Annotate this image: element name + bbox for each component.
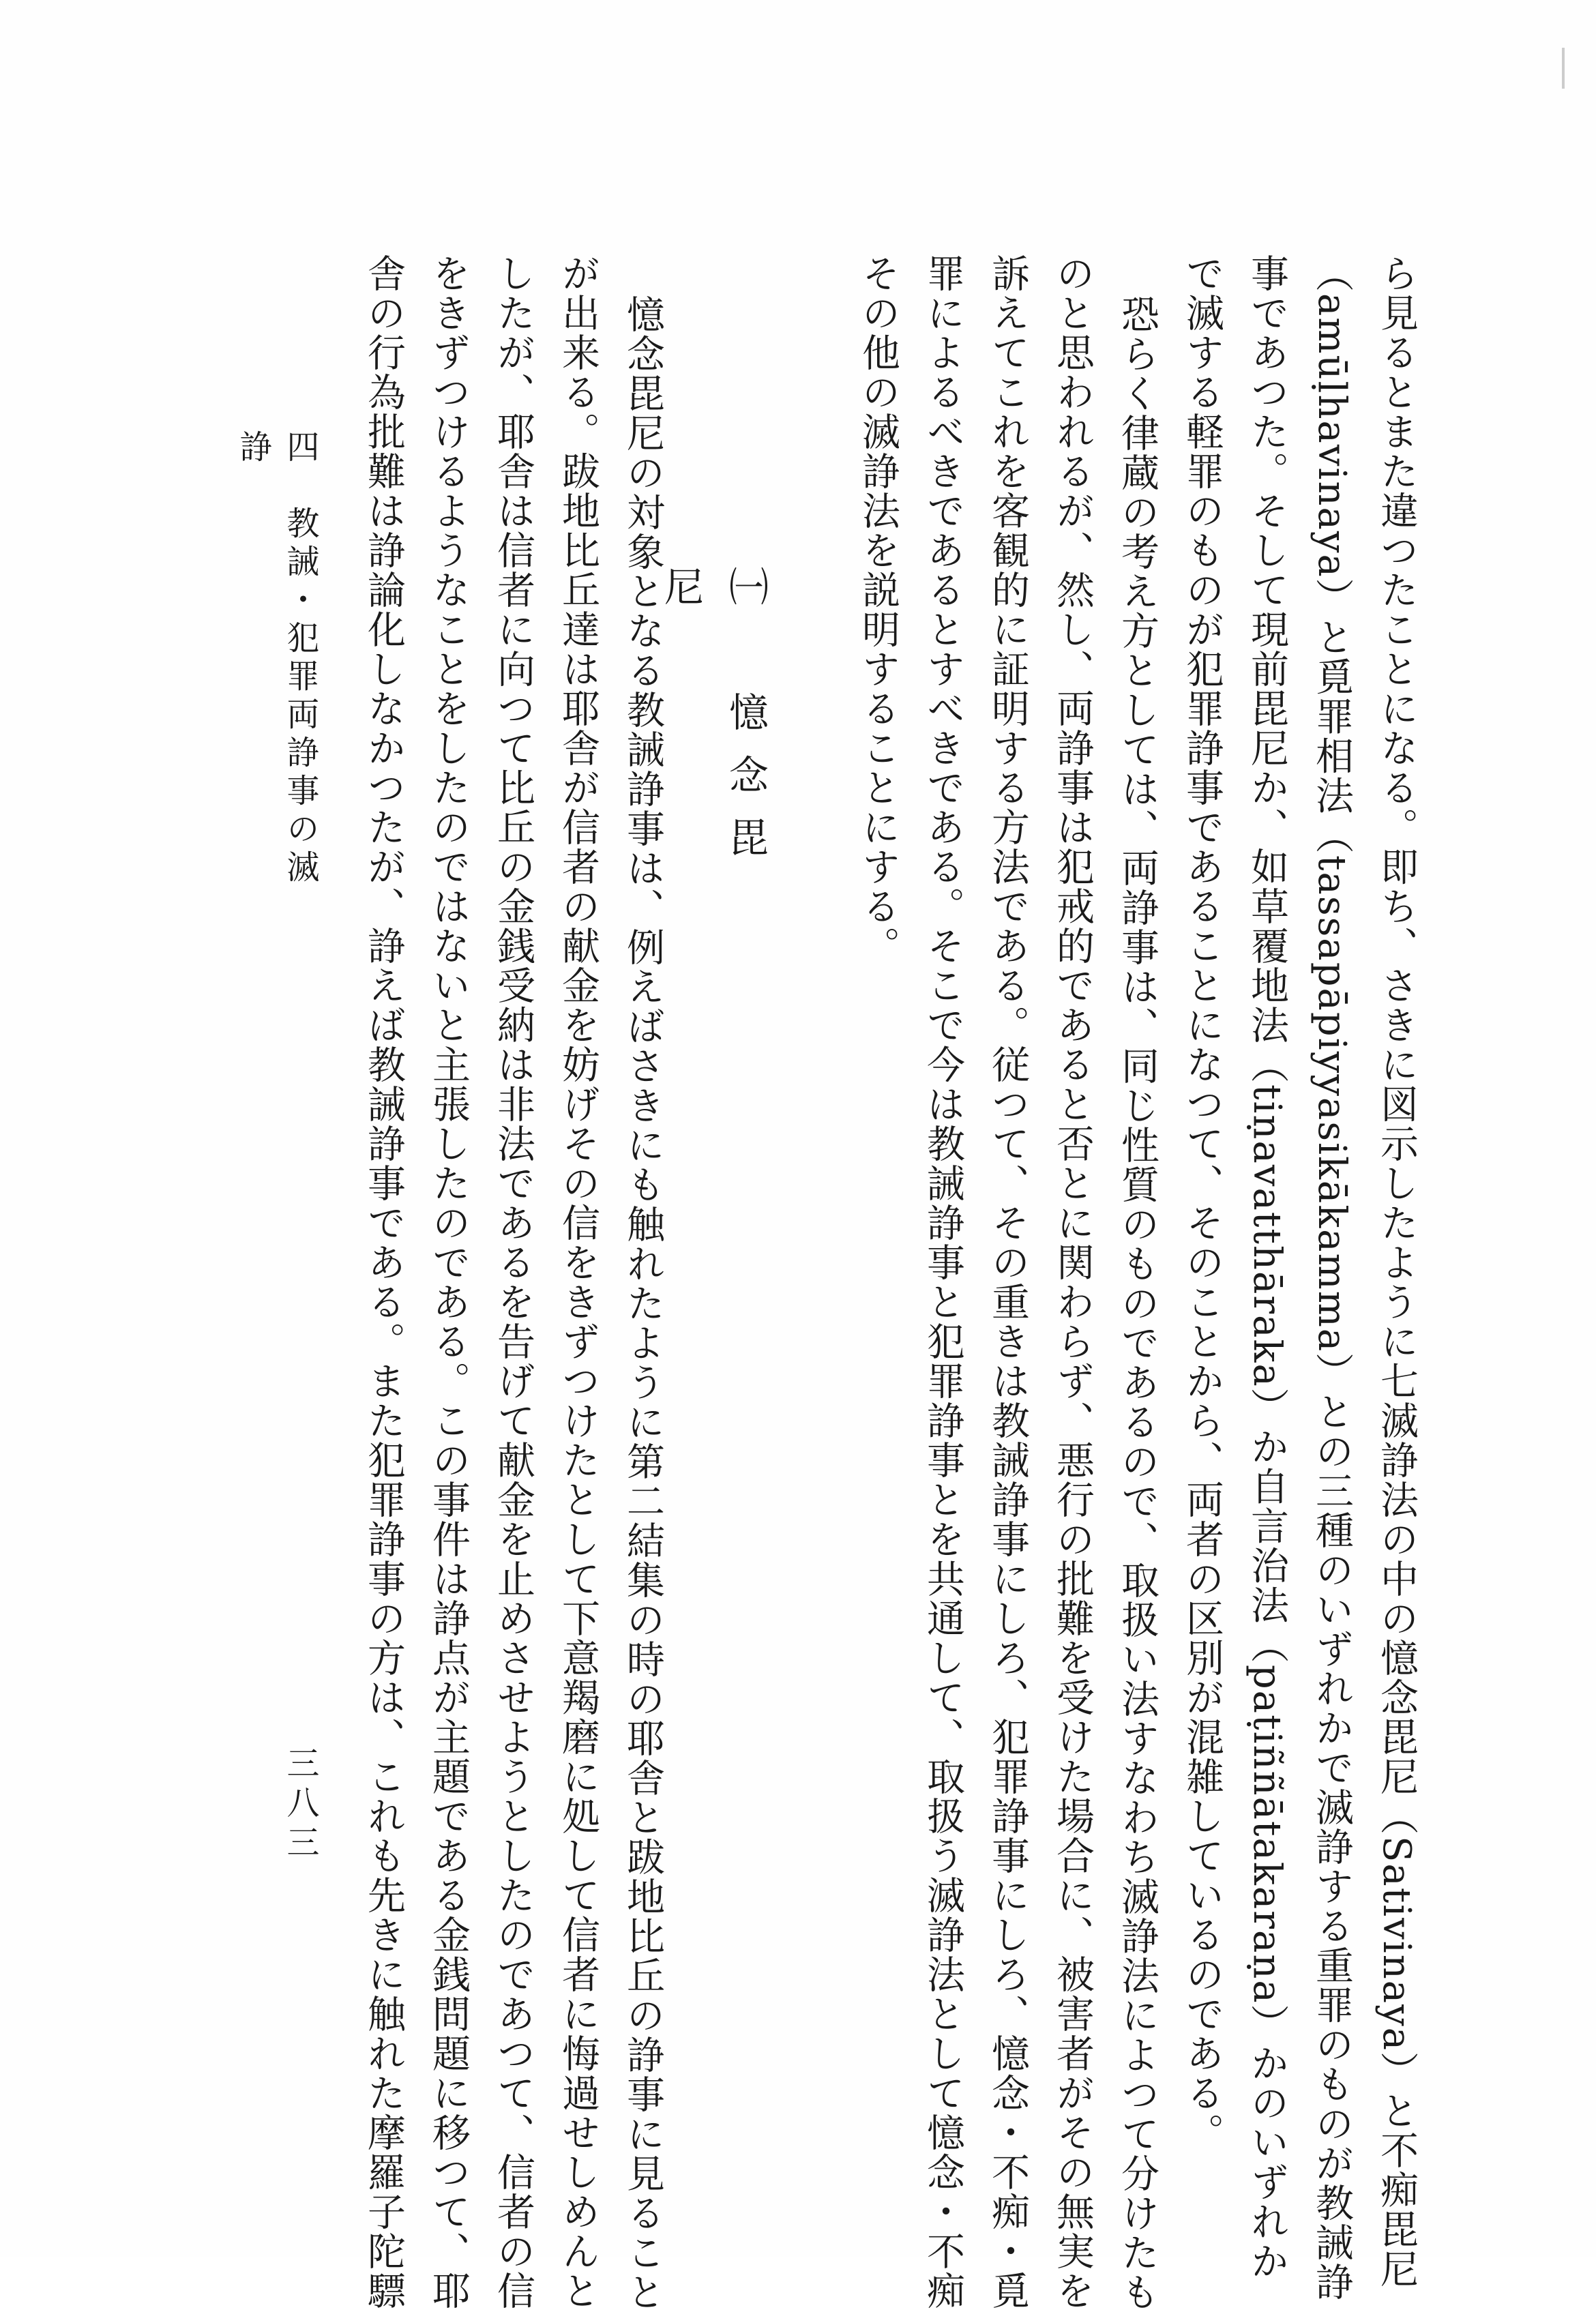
text-line: 訴えてこれを客観的に証明する方法である。従つて、その重きは教誡諍事にしろ、犯罪諍事にしろ、憶念・不痴・覓 [986, 254, 1030, 2311]
page-number: 三八三 [281, 1746, 319, 1865]
section-heading: ㈠ 憶念毘尼 [657, 566, 769, 880]
text-line: のと思われるが、然し、両諍事は犯戒的であると否とに関わらず、悪行の批難を受けた場合に、被害者がその無実を [1050, 254, 1095, 2311]
text-line: したが、耶舎は信者に向つて比丘の金銭受納は非法であるを告げて献金を止めさせようとしたのであつて、信者の信 [491, 254, 535, 2311]
text-block-top [829, 254, 1429, 2312]
text-line: （amūḷhavinaya）と覓罪相法（tassapāpiyyasikākamma）との三種のいずれかで滅諍する重罪のものが教誡諍 [1310, 254, 1354, 2302]
text-line: 憶念毘尼の対象となる教誡諍事は、例えばさきにも触れたように第二結集の時の耶舎と跋地比丘の諍事に見ること [621, 295, 665, 2312]
text-line: 恐らく律蔵の考え方としては、両諍事は、同じ性質のものであるので、取扱い法すなわち滅諍法によつて分けたも [1115, 295, 1159, 2312]
text-line: 舎の行為批難は諍論化しなかつたが、諍えば教誡諍事である。また犯罪諍事の方は、これも先きに触れた摩羅子陀驃 [361, 254, 406, 2311]
text-line: 罪によるべきであるとすべきである。そこで今は教誡諍事と犯罪諍事とを共通して、取扱う滅諍法として憶念・不痴 [921, 254, 965, 2311]
text-line: で滅する軽罪のものが犯罪諍事であることになつて、そのことから、両者の区別が混雑しているのである。 [1180, 254, 1224, 2152]
text-line: 事であつた。そして現前毘尼か、如草覆地法（tiṇavatthāraka）か自言治法（paṭiññātakaraṇa）かのいずれか [1245, 254, 1289, 2281]
scan-mark [1562, 48, 1565, 89]
text-line: ら見るとまた違つたことになる。即ち、さきに図示したように七滅諍法の中の憶念毘尼（Sativinaya）と不痴毘尼 [1374, 254, 1419, 2289]
text-line: その他の滅諍法を説明することにする。 [856, 254, 900, 966]
text-line: が出来る。跋地比丘達は耶舎が信者の献金を妨げその信をきずつけたとして下意羯磨に処して信者に悔過せしめんと [556, 254, 600, 2311]
text-block-bottom [341, 254, 675, 2312]
text-line: をきずつけるようなことをしたのではないと主張したのである。この事件は諍点が主題である金銭問題に移つて、耶 [426, 254, 471, 2311]
running-footer: 四 教誡・犯罪両諍事の滅諍 [234, 430, 319, 888]
